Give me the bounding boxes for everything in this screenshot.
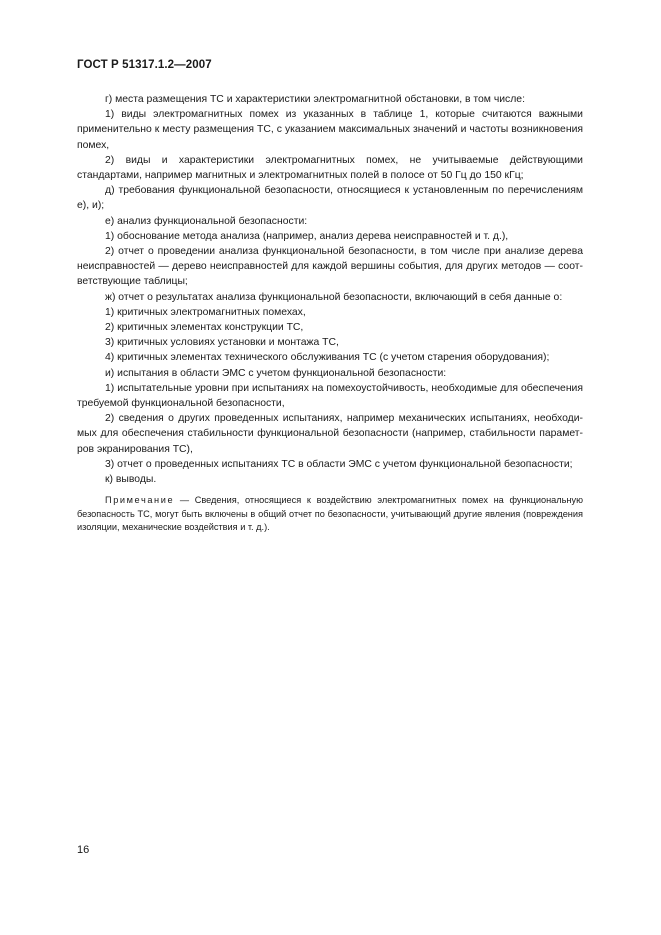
note-label: Примечание (105, 495, 175, 506)
paragraph: 1) критичных электромагнитных помехах, (105, 306, 306, 318)
paragraph: 2) виды и характеристики электромагнитных помех, не учитываемые действующими стандартами, например магнитных и электромагнитных полей в полосе от 50 Гц до 150 кГц; (77, 154, 583, 182)
paragraph: 1) обоснование метода анализа (например, анализ дерева неисправностей и т. д.), (105, 230, 509, 242)
page-number: 16 (77, 844, 90, 856)
paragraph: г) места размещения ТС и характеристики электромагнитной обстановки, в том числе: (105, 94, 525, 105)
paragraph: и) испытания в области ЭМС с учетом функциональной безопасности: (105, 367, 447, 379)
paragraph: 1) испытательные уровни при испытаниях на помехоустойчивость, необходимые для обеспечения требуемой функциональной безопасности, (77, 382, 583, 410)
paragraph: 3) критичных условиях установки и монтажа ТС, (105, 337, 339, 349)
paragraph: 2) сведения о других проведенных испытаниях, например механических испытаниях, необходимых для обеспечения стабильности функциональной безопасности (например, стабильности параметров экранирования ТС), (77, 413, 583, 455)
document-body (77, 92, 583, 535)
paragraph: к) выводы. (105, 474, 157, 486)
paragraph: 2) отчет о проведении анализа функциональной безопасности, в том числе при анализе дерева неисправностей — дерево неисправностей для каждой вершины события, для других методов — соответствующие таблицы; (77, 246, 583, 288)
paragraph: 1) виды электромагнитных помех из указанных в таблице 1, которые считаются важными применительно к месту размещения ТС, с указанием максимальных значений и частоты возникновения помех, (77, 109, 583, 151)
paragraph: 4) критичных элементах технического обслуживания ТС (с учетом старения оборудования); (105, 352, 550, 364)
paragraph: е) анализ функциональной безопасности: (105, 215, 308, 227)
note (77, 494, 583, 534)
paragraph: д) требования функциональной безопасности, относящиеся к установленным по перечислениям е), и); (77, 185, 583, 212)
note-text: — Сведения, относящиеся к воздействию электромагнитных помех на функциональную безопасность ТС, могут быть включены в общий отчет по безопасности, учитывающий другие явления (повреждения изоляции, механические воздействия и т. д.). (77, 495, 583, 533)
paragraph: 2) критичных элементах конструкции ТС, (105, 322, 304, 334)
paragraph: 3) отчет о проведенных испытаниях ТС в области ЭМС с учетом функциональной безопасности; (105, 458, 573, 470)
paragraph: ж) отчет о результатах анализа функциональной безопасности, включающий в себя данные о: (105, 291, 563, 303)
document-header: ГОСТ Р 51317.1.2—2007 (77, 59, 212, 71)
